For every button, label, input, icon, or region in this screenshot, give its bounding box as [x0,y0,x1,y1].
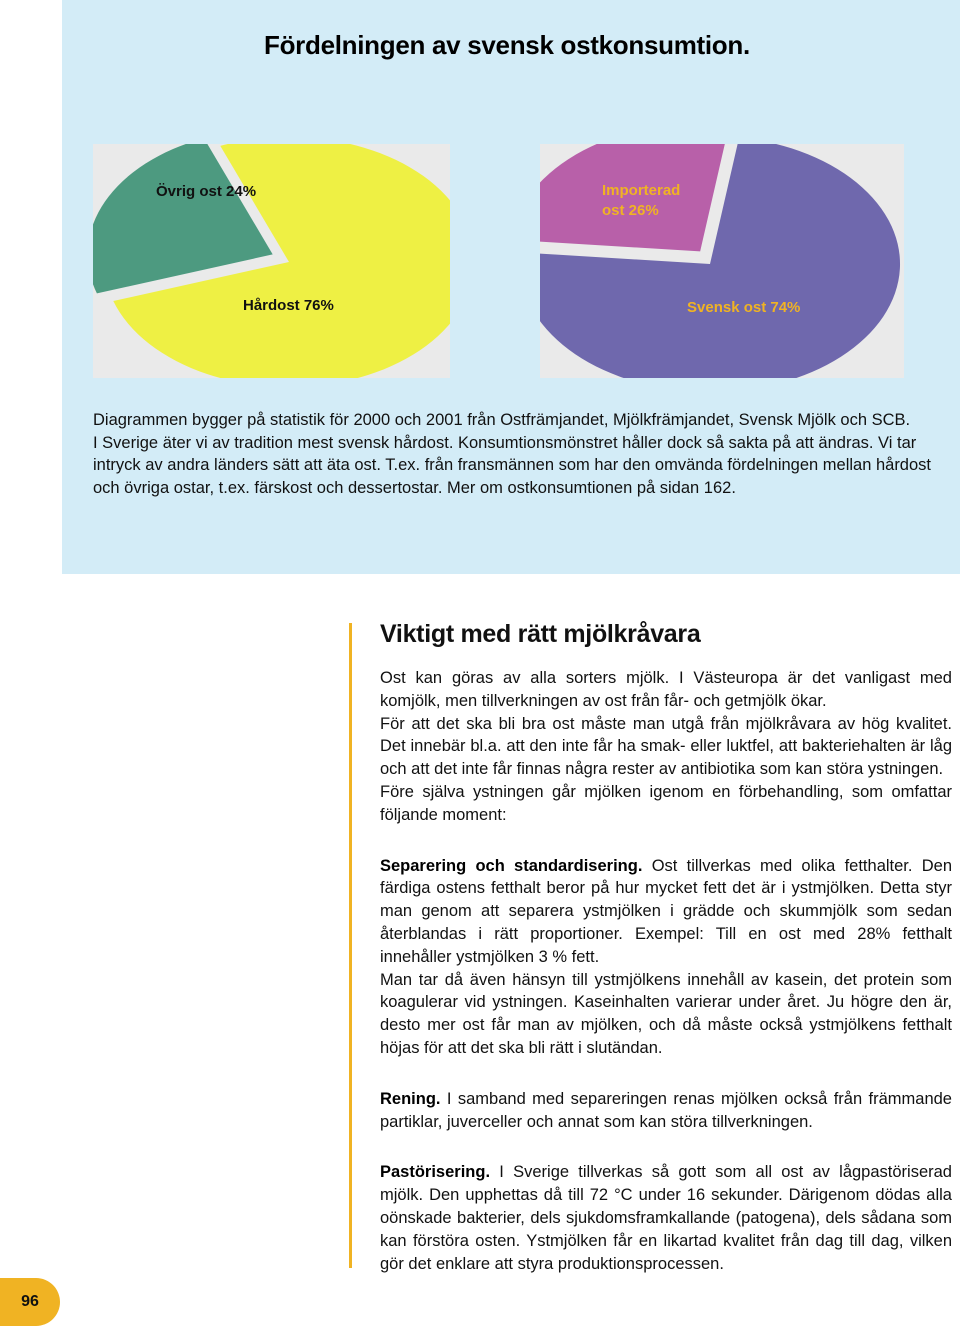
article [380,620,952,1275]
section-text-rening: I samband med separeringen renas mjölken också från främmande partiklar, juverceller och annat som kan störa tillverkningen. [380,1089,952,1131]
article-paragraph: Man tar då även hänsyn till ystmjölkens innehåll av kasein, det protein som koagulerar vid ystningen. Kaseinhalten varierar under året. Ju högre den är, desto mer ost får man av mjölken, och då måste också ystmjölkens fetthalt höjas för att det ska bli rätt i slutändan. [380,970,952,1057]
section-rening [380,1088,952,1134]
section-text-separering: Ost tillverkas med olika fetthalter. Den färdiga ostens fetthalt beror på hur mycket fett det är i ystmjölken. Detta styr man genom att separera ystmjölken i grädde och skummjölk som sedan återblandas i rätt proportioner. Exempel: Till en ost med 28% fetthalt innehåller ystmjölken 3 % fett. [380,856,952,966]
article-paragraph: Före själva ystningen går mjölken igenom en förbehandling, som omfattar följande moment: [380,782,952,824]
section-separering [380,855,952,969]
label-ovrig-ost: Övrig ost 24% [156,183,257,200]
page-number: 96 [0,1278,60,1326]
label-hardost: Hårdost 76% [243,297,334,314]
label-importerad-line2: ost 26% [602,202,659,219]
article-heading: Viktigt med rätt mjölkråvara [380,620,701,648]
label-importerad-line1: Importerad [602,182,681,199]
article-paragraph: För att det ska bli bra ost måste man utgå från mjölkråvara av hög kvalitet. Det innebär bl.a. att den inte får ha smak- eller luktfel, att bakteriehalten är låg och att det inte får finnas några rester av antibiotika som kan störa ystningen. [380,714,952,779]
section-text-pastorisering: I Sverige tillverkas så gott som all ost av lågpastöriserad mjölk. Den upphettas då till 72 °C under 16 sekunder. Därigenom dödas alla oönskade bakterier, dels sjukdomsframkallande (patogena), dels sådana som kan förstöra osten. Ystmjölken får en likartad kvalitet från dag till dag, vilken gör det enklare att styra produktionsprocessen. [380,1163,952,1273]
section-label-separering: Separering och standardisering. [380,856,643,875]
pie-chart-hardost [93,144,450,378]
article-paragraph: Ost kan göras av alla sorters mjölk. I Västeuropa är det vanligast med komjölk, men tillverkningen av ost från får- och getmjölk ökar. [380,669,952,710]
page-title: Fördelningen av svensk ostkonsumtion. [264,30,750,60]
chart-caption [93,409,938,499]
label-svensk-ost: Svensk ost 74% [687,299,801,316]
caption-source: Diagrammen bygger på statistik för 2000 och 2001 från Ostfrämjandet, Mjölkfrämjandet, Svensk Mjölk och SCB. [93,411,911,429]
accent-rule [349,623,352,1268]
section-label-pastorisering: Pastörisering. [380,1163,491,1182]
section-label-rening: Rening. [380,1089,441,1108]
caption-text: I Sverige äter vi av tradition mest svensk hårdost. Konsumtionsmönstret håller dock så sakta på att ändras. Vi tar intryck av andra länders sätt att äta ost. T.ex. från fransmännen som har den omvända fördelningen mellan hårdost och övriga ostar, t.ex. färskost och dessertostar. Mer om ostkonsumtionen på sidan 162. [93,433,931,497]
pie-chart-svensk-ost [540,144,904,378]
section-pastorisering [380,1161,952,1275]
